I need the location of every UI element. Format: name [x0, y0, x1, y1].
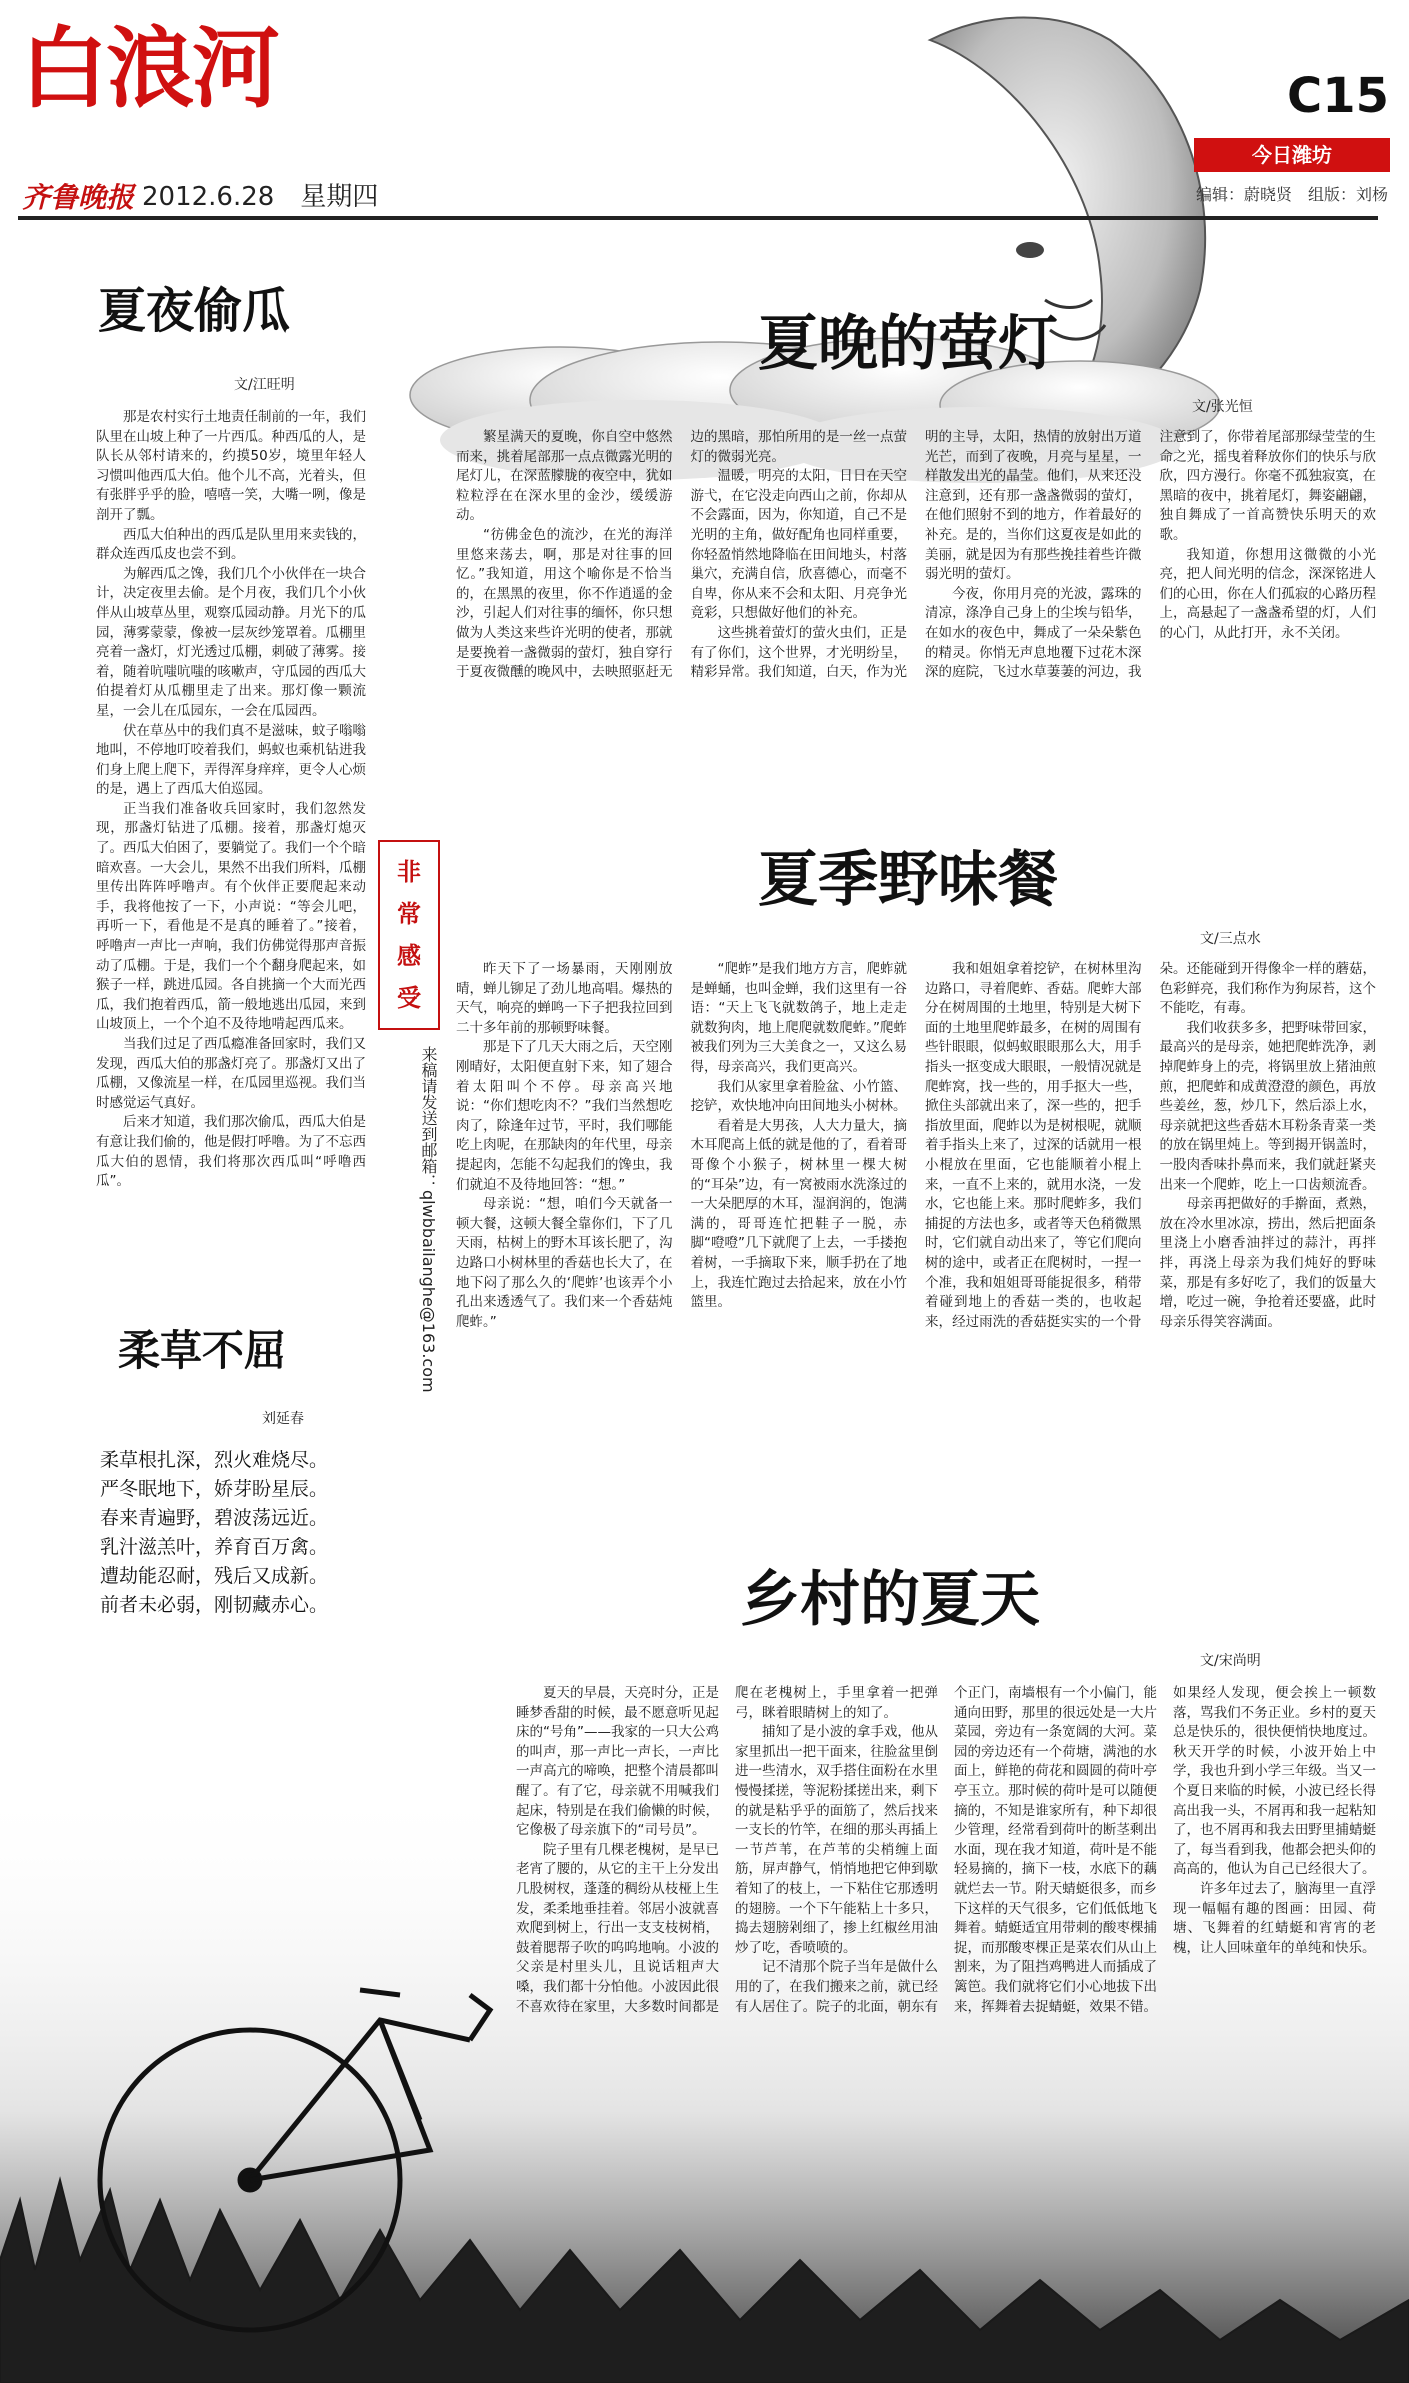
paragraph: 那是下了几天大雨之后，天空刚刚晴好，太阳便直射下来，知了翅合着太阳叫个不停。母亲高兴地说：“你们想吃肉不？”我们当然想吃肉了，除逢年过节，平时，我们哪能吃上肉呢，在那缺肉的年代里，母亲提起肉，怎能不勾起我们的馋虫，我们就迫不及待地回答：“想。”: [456, 1039, 673, 1193]
paragraph: 繁星满天的夏晚，你自空中悠然而来，挑着尾部那一点点微露光明的尾灯儿，在深蓝朦胧的夜空中，犹如粒粒浮在在深水里的金沙，缓缓游动。: [456, 429, 673, 524]
date-value: 2012.6.28: [142, 182, 275, 212]
paragraph: 这些挑着萤灯的萤火虫们，正是有了你们，这个世界，才光明纷呈，精彩异常。我们知道，白天，作为光明的主导，太阳，热情的放射出万道光芒，而到了夜晚，月亮与星星，一样散发出光的晶莹。他们，从来还没注意到，还有那一盏盏微弱的萤灯，在他们照射不到的地方，作着最好的补充。是的，当你们这夏夜是如此的美丽，就是因为有那些挽挂着些许微弱光明的萤灯。: [690, 429, 1142, 681]
byline-roucaobuqu: 刘延春: [262, 1411, 304, 1427]
byline-xiangcundexiatian: 文/宋尚明: [1200, 1653, 1261, 1669]
article-title-xiayetougua: 夏夜偷瓜: [98, 283, 291, 339]
paragraph: 我和姐姐拿着挖铲，在树林里沟边路口，寻着爬蚱、香菇。爬蚱大部分在树周围的土地里，特别是大树下面的土地里爬蚱最多，在树的周围有些针眼眼，似蚂蚁眼眼那么大，用手指头一抠变成大眼眼，一般情况就是爬蚱窝，找一些的，用手抠大一些，掀住头部就出来了，深一些的，把手指放里面，爬蚱以为是树根呢，就顺着手指头上来了，过深的话就用一根小棍放在里面，它也能顺着小棍上来，一直不上来的，就用水浇，一发水，它也能上来。那时爬蚱多，我们捕捉的方法也多，或者等天色稍微黑时，它们就自动出来了，等它们爬向树的途中，或者正在爬树时，一捏一个准，我和姐姐哥哥能捉很多，稍带着碰到地上的香菇一类的，也收起来，经过雨洗的香菇挺实实的一个骨朵。还能碰到开得像伞一样的蘑菇，色彩鲜亮，我们称作为狗尿苔，这个不能吃，有毒。: [925, 961, 1376, 1330]
article-title-xiajiyeweican: 夏季野味餐: [758, 845, 1058, 915]
poem-roucaobuqu: [100, 1446, 370, 1620]
article-body-xiayetougua: [96, 408, 366, 1288]
issue-date: [142, 176, 378, 213]
paragraph: 正当我们准备收兵回家时，我们忽然发现，那盏灯钻进了瓜棚。接着，那盏灯熄灭了。西瓜大伯困了，要躺觉了。我们一个个暗暗欢喜。一大会儿，果然不出我们所料，瓜棚里传出阵阵呼噜声。有个伙伴正要爬起来动手，我将他按了一下，小声说：“等会儿吧，再听一下，看他是不是真的睡着了。”接着，呼噜声一声比一声响，我们仿佛觉得那声音振动了瓜棚。于是，我们一个个翻身爬起来，如猴子一样，跳进瓜园。各自挑摘一个大而光西瓜，我们抱着西瓜，箭一般地逃出瓜园，来到山坡顶上，一个个迫不及待地啃起西瓜来。: [96, 800, 366, 1033]
article-title-xiangcundexiatian: 乡村的夏天: [740, 1565, 1040, 1635]
paragraph: 温暖，明亮的太阳，日日在天空游弋，在它没走向西山之前，你却从不会露面，因为，你知道，自己不是光明的主角，做好配角也同样重要，你轻盈悄然地降临在田间地头，村落巢穴，充满自信，欣喜德心，而毫不自卑，你从来不会和太阳、月亮争光竟彩，只想做好他们的补充。: [690, 468, 907, 622]
poem-line: 遭劫能忍耐，残后又成新。: [100, 1565, 329, 1587]
page-number: C15: [1287, 68, 1390, 124]
paragraph: 我们收获多多，把野味带回家，最高兴的是母亲，她把爬蚱洗净，剥掉爬蚱身上的壳，将锅里放上猪油煎煎，把爬蚱和成黄澄澄的颜色，再放些姜丝，葱，炒几下，然后添上水，母亲就把这些香菇木耳粉条青菜一类的放在锅里炖上。等到揭开锅盖时，一股肉香味扑鼻而来，我们就赶紧夹出来一个爬蚱，吃上一口齿颊流香。: [1159, 1019, 1376, 1193]
paragraph: 为解西瓜之馋，我们几个小伙伴在一块合计，决定夜里去偷。是个月夜，我们几个小伙伴从山坡草丛里，观察瓜园动静。月光下的瓜园，薄雾蒙蒙，像被一层灰纱笼罩着。瓜棚里亮着一盏灯，灯光透过瓜棚，刺破了薄雾。接着，随着吭嗤吭嗤的咳嗽声，守瓜园的西瓜大伯提着灯从瓜棚里走了出来。那灯像一颗流星，一会儿在瓜园东，一会在瓜园西。: [96, 565, 366, 719]
article-body-xiawandeyingdeng: [456, 428, 1376, 798]
paragraph: 伏在草丛中的我们真不是滋味，蚊子嗡嗡地叫，不停地叮咬着我们，蚂蚁也乘机钻进我们身上爬上爬下，弄得浑身痒痒，更令人心烦的是，遇上了西瓜大伯巡园。: [96, 722, 366, 798]
poem-line: 乳汁滋羔叶，养育百万禽。: [100, 1536, 329, 1558]
paragraph: 院子里有几棵老槐树，是早已老宵了腰的，从它的主干上分发出几股树杈，蓬蓬的稠纷从枝桠上生发，柔柔地垂挂着。邻居小波就喜欢爬到树上，行出一支支枝树梢，鼓着腮帮子吹的呜呜地响。小波的父亲是村里头儿，且说话粗声大嗓，我们都十分怕他。小波因此很不喜欢待在家里，大多数时间都是爬在老槐树上，手里拿着一把弹弓，眯着眼睛树上的知了。: [516, 1685, 938, 2015]
paragraph: 记不清那个院子当年是做什么用的了，在我们搬来之前，就已经有人居住了。院子的北面，朝东有个正门，南墙根有一个小偏门，能通向田野，那里的很远处是一大片菜园，旁边有一条宽阔的大河。菜园的旁边还有一个荷塘，满池的水面上，鲜艳的荷花和圆圆的荷叶亭亭玉立。那时候的荷叶是可以随便摘的，不知是谁家所有，种下却很少管理，经常看到荷叶的断茎剩出水面，现在我才知道，荷叶是不能轻易摘的，摘下一枝，水底下的藕就烂去一节。附天蜻蜓很多，而乡下这样的天气很多，它们低低地飞舞着。蜻蜓适宜用带刺的酸枣棵捕捉，而那酸枣棵正是菜农们从山上割来，为了阻挡鸡鸭进人而插成了篱笆。我们就将它们小心地拔下出来，挥舞着去捉蜻蜓，效果不错。如果经人发现，便会挨上一顿数落，骂我们不务正业。乡村的夏天总是快乐的，很快便悄快地度过。秋天开学的时候，小波开始上中学，我也升到小学三年级。当又一个夏日来临的时候，小波已经长得高出我一头，不屑再和我一起粘知了，也不屑再和我去田野里捕蜻蜓了，每当看到我，他都会把头仰的高高的，他认为自己已经很大了。: [735, 1685, 1376, 2015]
paragraph: 后来才知道，我们那次偷瓜，西瓜大伯是有意让我们偷的，他是假打呼噜。为了不忘西瓜大伯的恩情，我们将那次西瓜叫“呼噜西瓜”。: [96, 1114, 366, 1190]
byline-xiayetougua: 文/江旺明: [234, 377, 295, 393]
paragraph: 那是农村实行土地责任制前的一年，我们队里在山坡上种了一片西瓜。种西瓜的人，是队长从邻村请来的，约摸50岁，境里年轻人习惯叫他西瓜大伯。他个儿不高，光着头，但有张胖乎乎的脸，嘻嘻一笑，大嘴一咧，像是剖开了瓢。: [96, 409, 366, 523]
column-tag-feichangganshou: [378, 840, 440, 1030]
article-title-roucaobuqu: 柔草不屈: [118, 1326, 287, 1375]
newspaper-logo: 齐鲁晚报: [22, 181, 135, 214]
paragraph: 今夜，你用月亮的光波，露珠的清凉，涤净自己身上的尘埃与铅华，在如水的夜色中，舞成了一朵朵紫色的精灵。你悄无声息地覆下过花木深深的庭院，飞过水草萋萋的河边，我注意到了，你带着尾部那绿莹莹的生命之光，摇曳着释放你们的快乐与欣欣，四方漫行。你毫不孤独寂寞，在黑暗的夜中，挑着尾灯，舞姿翩翩，独自舞成了一首高赞快乐明天的欢歌。: [925, 429, 1376, 681]
column-tag-char: 感: [397, 942, 421, 970]
column-tag-char: 受: [397, 984, 421, 1012]
section-badge: 今日潍坊: [1194, 138, 1390, 172]
paragraph: 母亲再把做好的手擀面，煮熟，放在冷水里冰凉，捞出，然后把面条里浇上小磨香油拌过的蒜汁，再拌拌，再浇上母亲为我们炖好的野味菜，那是有多好吃了，我们的饭量大增，吃过一碗，争抢着还要盛，此时母亲乐得笑容满面。: [1159, 1196, 1376, 1330]
paragraph: “爬蚱”是我们地方方言，爬蚱就是蝉蛹，也叫金蝉，我们这里有一谷语：“天上飞飞就数鸽子，地上走走就数狗肉，地上爬爬就数爬蚱。”爬蚱被我们列为三大美食之一，又这么易得，母亲高兴，我们更高兴。: [690, 961, 907, 1075]
byline-xiawandeyingdeng: 文/张光恒: [1192, 399, 1253, 415]
paragraph: 捕知了是小波的拿手戏，他从家里抓出一把干面来，往脸盆里倒进一些清水，双手搭住面粉在水里慢慢揉搓，等泥粉揉搓出来，剩下的就是粘乎乎的面筋了，然后找来一支长的竹竿，在细的那头再插上一节芦苇，在芦苇的尖梢缠上面筋，屏声静气，悄悄地把它伸到歇着知了的枝上，一下粘住它那透明的翅膀。一个下午能粘上十多只，捣去翅膀剁细了，掺上红椒丝用油炒了吃，香喷喷的。: [735, 1724, 938, 1956]
paragraph: 看着是大男孩，人大力量大，摘木耳爬高上低的就是他的了，看着哥哥像个小猴子，树林里一棵大树的“耳朵”边，有一窝被雨水洗涤过的一大朵肥厚的木耳，湿润润的，饱满满的，哥哥连忙把鞋子一脱，赤脚“噔噔”几下就爬了上去，一手搂抱着树，一手摘取下来，顺手扔在了地上，我连忙跑过去拾起来，放在小竹篮里。: [690, 1117, 907, 1311]
article-body-xiangcundexiatian: [516, 1684, 1376, 2184]
article-body-xiajiyeweican: [456, 960, 1376, 1570]
column-tag-char: 常: [397, 900, 421, 928]
masthead-title: 白浪河: [20, 16, 279, 120]
paragraph: 我们从家里拿着脸盆、小竹篮、挖铲，欢快地冲向田间地头小树林。: [690, 1078, 907, 1115]
paragraph: 母亲说：“想，咱们今天就备一顿大餐，这顿大餐全靠你们，下了几天雨，枯树上的野木耳该长肥了，沟边路口小树林里的香菇也长大了，在地下闷了那么久的‘爬蚱’也该弄个小孔出来透透气了。我们来一个香菇炖爬蚱。”: [456, 1196, 673, 1330]
poem-line: 严冬眠地下，娇芽盼星辰。: [100, 1478, 329, 1500]
poem-line: 柔草根扎深，烈火难烧尽。: [100, 1449, 329, 1471]
submission-email: 来稿请发送到邮箱：qlwbbailanghe@163.com: [419, 1046, 438, 1393]
poem-line: 前者未必弱，刚韧藏赤心。: [100, 1594, 329, 1616]
paragraph: 夏天的早晨，天亮时分，正是睡梦香甜的时候，最不愿意听见起床的“号角”——我家的一只大公鸡的叫声，那一声比一声长，一声比一声高亢的啼唤，把整个清晨都叫醒了。有了它，母亲就不用喊我们起床，特别是在我们偷懒的时候，它像极了母亲旗下的“司号员”。: [516, 1685, 719, 1839]
editor-credit: 编辑：蔚晓贤 组版：刘杨: [1196, 185, 1389, 204]
header-rule: [18, 216, 1378, 220]
paragraph: 当我们过足了西瓜瘾准备回家时，我们又发现，西瓜大伯的那盏灯亮了。那盏灯又出了瓜棚，又像流星一样，在瓜园里巡视。我们当时感觉运气真好。: [96, 1036, 366, 1111]
poem-line: 春来青遍野，碧波荡远近。: [100, 1507, 329, 1529]
byline-xiajiyeweican: 文/三点水: [1200, 931, 1261, 947]
paragraph: 许多年过去了，脑海里一直浮现一幅幅有趣的图画：田园、荷塘、飞舞着的红蜻蜓和宵宵的老槐，让人回味童年的单纯和快乐。: [1173, 1880, 1376, 1956]
column-tag-char: 非: [397, 858, 421, 886]
weekday-value: 星期四: [300, 182, 379, 212]
paragraph: “彷佛金色的流沙，在光的海洋里悠来荡去，啊，那是对往事的回忆。”我知道，用这个喻你是不恰当的，在黑黑的夜里，你不作逍遥的金沙，引起人们对往事的缅怀，你只想做为人类这来些许光明的使者，那就是要挽着一盏微弱的萤灯，独自穿行于夏夜微醺的晚风中，去映照驱赶无边的黑暗，那怕所用的是一丝一点萤灯的微弱光亮。: [456, 429, 907, 681]
article-title-xiawandeyingdeng: 夏晚的萤灯: [758, 309, 1058, 379]
paragraph: 西瓜大伯种出的西瓜是队里用来卖钱的，群众连西瓜皮也尝不到。: [96, 526, 366, 563]
paragraph: 昨天下了一场暴雨，天刚刚放晴，蝉儿铆足了劲儿地高唱。爆热的天气，响亮的蝉鸣一下子把我拉回到二十多年前的那顿野味餐。: [456, 961, 673, 1036]
paragraph: 我知道，你想用这微微的小光亮，把人间光明的信念，深深铭进人们的心田，你在人们孤寂的心路历程上，高悬起了一盏盏希望的灯，人们的心门，从此打开，永不关闭。: [1159, 546, 1376, 641]
